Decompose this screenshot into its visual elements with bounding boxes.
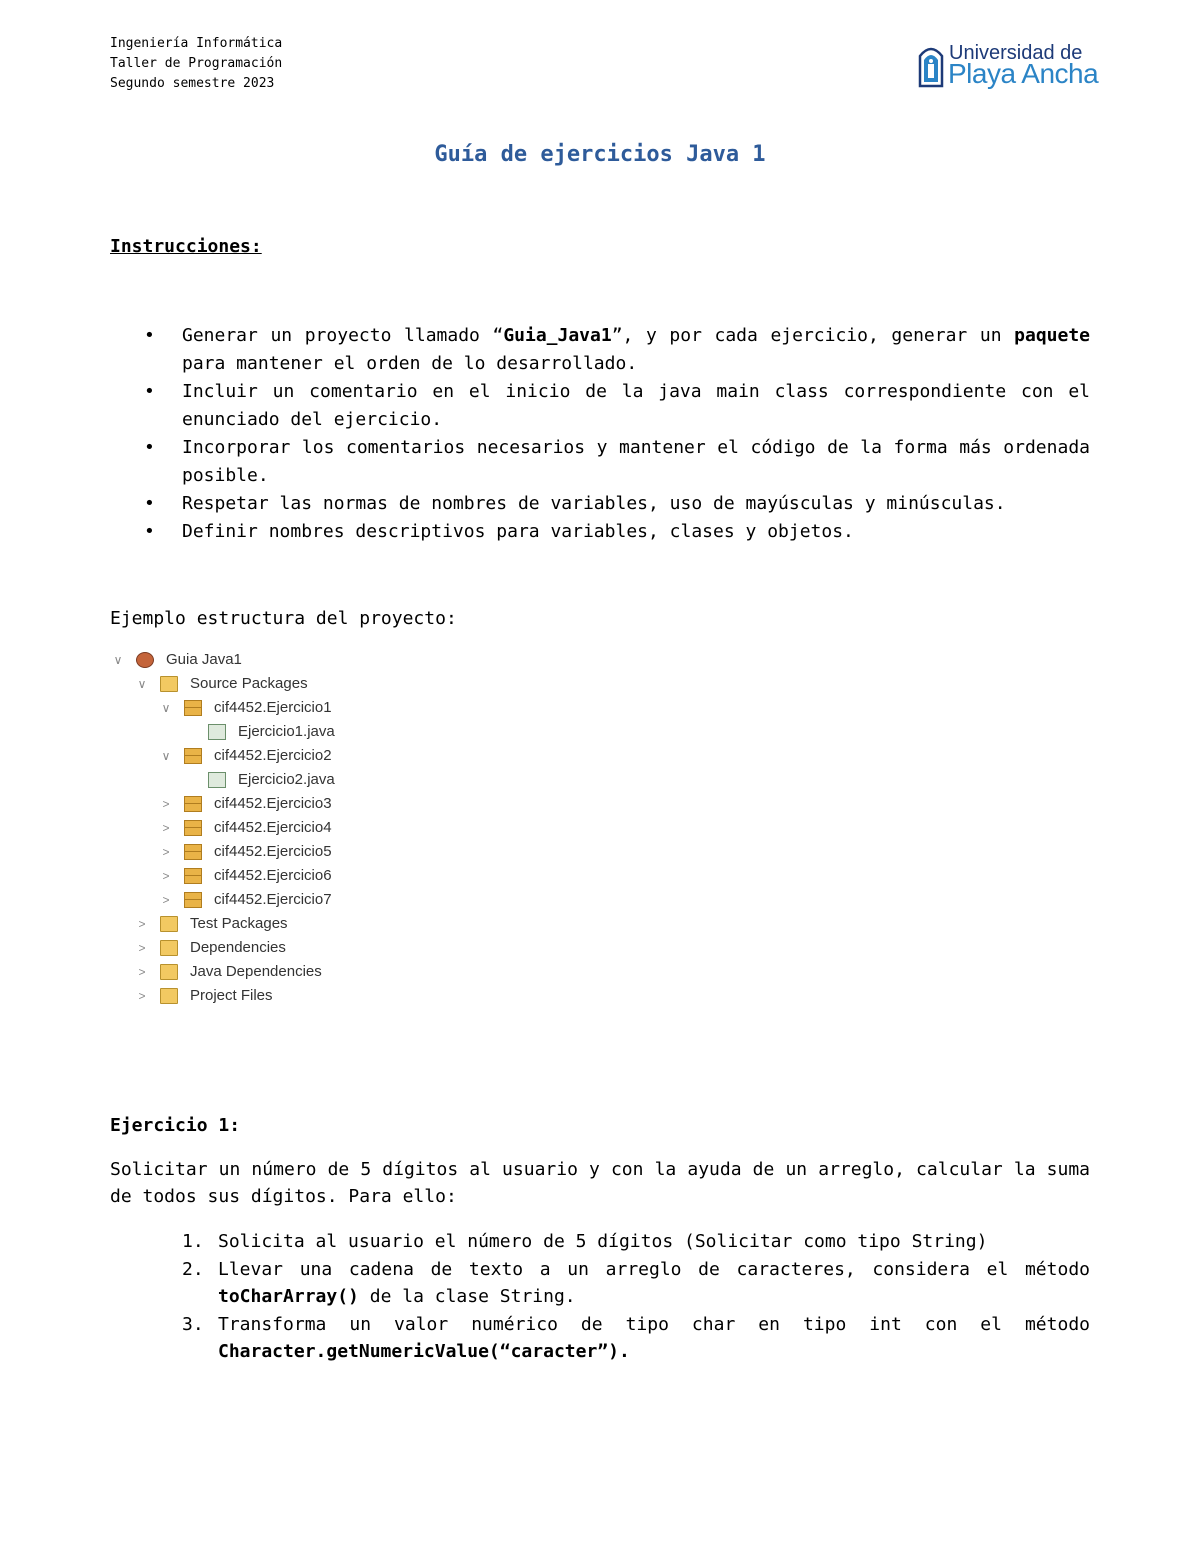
chevron-right-icon[interactable]: > xyxy=(162,797,170,811)
step-method-name: Character.getNumericValue(“caracter”). xyxy=(218,1341,630,1362)
logo-text-playa-ancha: Playa Ancha xyxy=(948,58,1099,89)
bullet-text: Generar un proyecto llamado “ xyxy=(182,325,504,346)
java-file-icon xyxy=(208,772,226,788)
step-method-name: toCharArray() xyxy=(218,1286,359,1307)
university-crest-icon xyxy=(916,42,946,88)
page-title: Guía de ejercicios Java 1 xyxy=(434,142,766,167)
list-item: • Incorporar los comentarios necesarios y mantener el código de la forma más ordenada posible. xyxy=(140,434,1090,490)
tree-label: cif4452.Ejercicio1 xyxy=(214,699,332,716)
chevron-right-icon[interactable]: > xyxy=(162,845,170,859)
exercise-1-steps xyxy=(178,1228,1090,1366)
instructions-heading: Instrucciones: xyxy=(110,236,262,257)
tree-label: Test Packages xyxy=(190,915,288,932)
tree-label: Dependencies xyxy=(190,939,286,956)
package-icon xyxy=(184,700,202,716)
package-icon xyxy=(184,796,202,812)
step-number: 3. xyxy=(182,1314,204,1335)
university-logo xyxy=(916,40,1106,90)
exercise-1-intro: Solicitar un número de 5 dígitos al usuario y con la ayuda de un arreglo, calcular la suma de todos sus dígitos. Para ello: xyxy=(110,1159,1090,1207)
tree-label: cif4452.Ejercicio4 xyxy=(214,819,332,836)
chevron-down-icon[interactable]: ∨ xyxy=(161,749,171,763)
list-item xyxy=(178,1228,1090,1255)
chevron-right-icon[interactable]: > xyxy=(162,821,170,835)
list-item xyxy=(178,1311,1090,1365)
chevron-down-icon[interactable]: ∨ xyxy=(113,653,123,667)
package-icon xyxy=(184,748,202,764)
package-icon xyxy=(184,844,202,860)
step-number: 1. xyxy=(182,1231,204,1252)
project-files-folder-icon xyxy=(160,988,178,1004)
tree-label: cif4452.Ejercicio2 xyxy=(214,747,332,764)
bullet-text: ”, y por cada ejercicio, generar un xyxy=(611,325,1015,346)
tree-label: Guia Java1 xyxy=(166,651,242,668)
tree-label: Java Dependencies xyxy=(190,963,322,980)
bullet-bold-package: paquete xyxy=(1014,325,1090,346)
tree-label: Project Files xyxy=(190,987,273,1004)
list-item xyxy=(140,322,1090,378)
folder-icon xyxy=(160,916,178,932)
chevron-right-icon[interactable]: > xyxy=(138,941,146,955)
document-header xyxy=(110,34,282,94)
chevron-down-icon[interactable]: ∨ xyxy=(161,701,171,715)
header-line-department: Ingeniería Informática xyxy=(110,36,283,51)
chevron-right-icon[interactable]: > xyxy=(138,917,146,931)
tree-label: Ejercicio1.java xyxy=(238,723,335,740)
header-line-semester: Segundo semestre 2023 xyxy=(110,76,275,91)
tree-label: Ejercicio2.java xyxy=(238,771,335,788)
chevron-right-icon[interactable]: > xyxy=(162,869,170,883)
step-text: Llevar una cadena de texto a un arreglo de caracteres, considera el método xyxy=(218,1259,1090,1280)
chevron-right-icon[interactable]: > xyxy=(162,893,170,907)
folder-icon xyxy=(160,676,178,692)
tree-label: cif4452.Ejercicio6 xyxy=(214,867,332,884)
step-number: 2. xyxy=(182,1259,204,1280)
bullet-text: para mantener el orden de lo desarrollado. xyxy=(182,353,638,374)
list-item: • Incluir un comentario en el inicio de la java main class correspondiente con el enunciado del ejercicio. xyxy=(140,378,1090,434)
chevron-right-icon[interactable]: > xyxy=(138,989,146,1003)
chevron-down-icon[interactable]: ∨ xyxy=(137,677,147,691)
list-item: • Respetar las normas de nombres de variables, uso de mayúsculas y minúsculas. xyxy=(140,490,1090,518)
list-item: • Definir nombres descriptivos para variables, clases y objetos. xyxy=(140,518,1090,546)
instructions-list xyxy=(140,322,1090,546)
step-text: Solicita al usuario el número de 5 dígitos (Solicitar como tipo String) xyxy=(218,1231,988,1252)
project-icon xyxy=(136,652,154,668)
package-icon xyxy=(184,868,202,884)
dependencies-folder-icon xyxy=(160,964,178,980)
tree-label: Source Packages xyxy=(190,675,308,692)
bullet-bold-project-name: Guia_Java1 xyxy=(503,325,612,346)
exercise-1-heading: Ejercicio 1: xyxy=(110,1115,241,1136)
step-text: de la clase String. xyxy=(358,1286,576,1307)
example-structure-label: Ejemplo estructura del proyecto: xyxy=(110,608,457,629)
tree-label: cif4452.Ejercicio7 xyxy=(214,891,332,908)
header-line-course: Taller de Programación xyxy=(110,56,283,71)
java-file-icon xyxy=(208,724,226,740)
dependencies-folder-icon xyxy=(160,940,178,956)
logo-text-universidad: Universidad de xyxy=(949,42,1083,64)
list-item xyxy=(178,1256,1090,1310)
chevron-right-icon[interactable]: > xyxy=(138,965,146,979)
package-icon xyxy=(184,892,202,908)
tree-label: cif4452.Ejercicio3 xyxy=(214,795,332,812)
step-text: Transforma un valor numérico de tipo char en tipo int con el método xyxy=(218,1314,1090,1335)
tree-label: cif4452.Ejercicio5 xyxy=(214,843,332,860)
package-icon xyxy=(184,820,202,836)
